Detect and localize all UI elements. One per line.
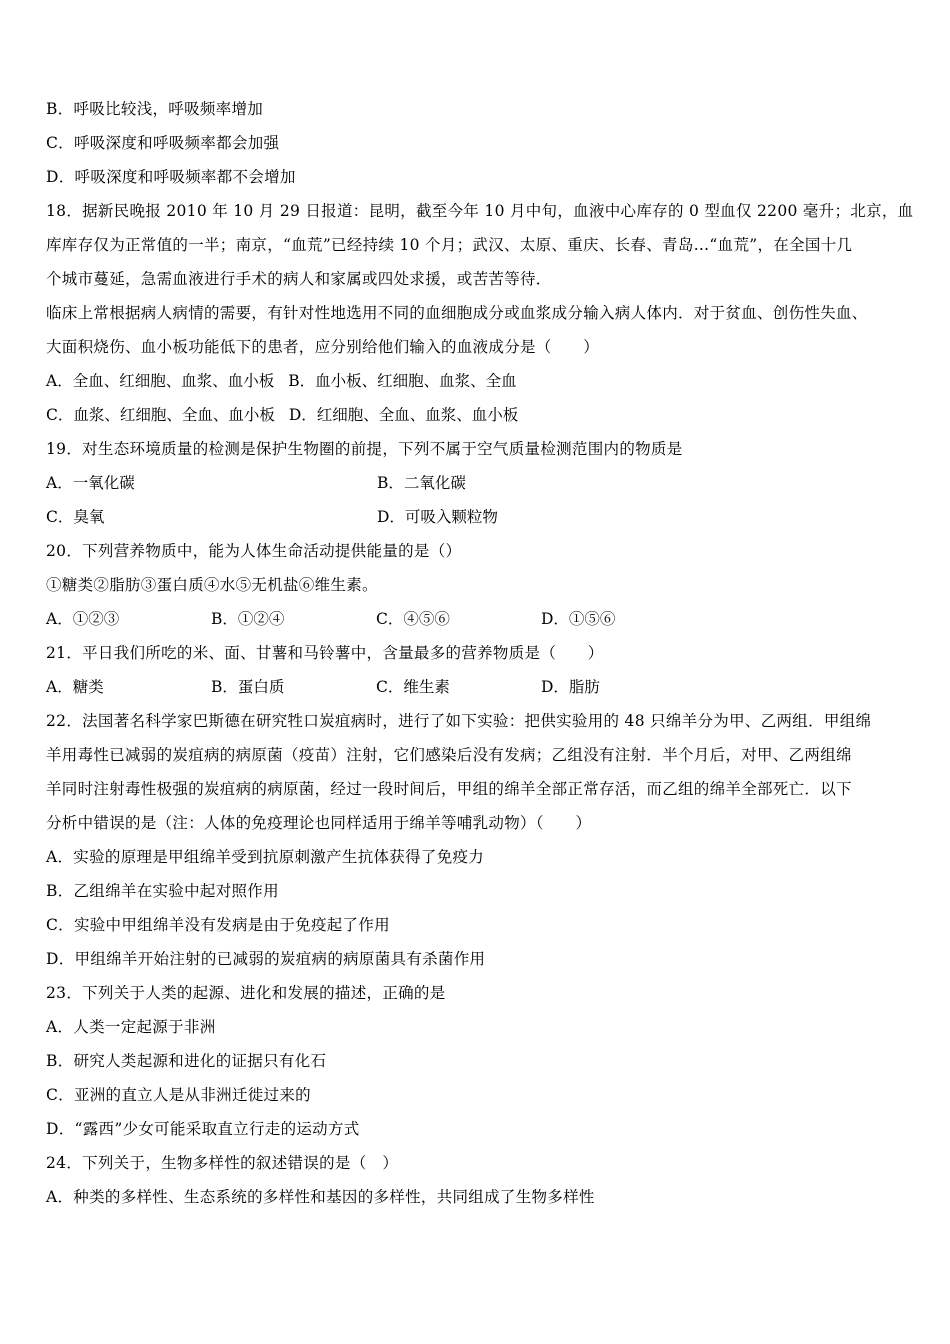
q18-options-row-2 <box>46 398 908 432</box>
q19-option-b: B．二氧化碳 <box>377 474 466 492</box>
q17-option-c: C．呼吸深度和呼吸频率都会加强 <box>46 134 280 152</box>
q19-option-a: A．一氧化碳 <box>46 474 135 492</box>
q22-option-b: B．乙组绵羊在实验中起对照作用 <box>46 882 279 900</box>
q18-option-a: A．全血、红细胞、血浆、血小板 <box>46 372 275 390</box>
q21-option-b: B．蛋白质 <box>211 678 285 696</box>
q18-option-b: B．血小板、红细胞、血浆、全血 <box>288 372 517 390</box>
q21-option-a: A．糖类 <box>46 678 104 696</box>
q21-option-c: C．维生素 <box>376 678 450 696</box>
q17-option-d: D．呼吸深度和呼吸频率都不会增加 <box>46 168 296 186</box>
q20-options-row <box>46 602 908 636</box>
q22-stem-line-3: 羊同时注射毒性极强的炭疽病的病原菌，经过一段时间后，甲组的绵羊全部正常存活，而乙组的绵羊全部死亡．以下 <box>46 780 852 798</box>
q20-items: ①糖类②脂肪③蛋白质④水⑤无机盐⑥维生素。 <box>46 576 378 594</box>
exam-page <box>46 92 914 1214</box>
q19-option-d: D．可吸入颗粒物 <box>377 508 498 526</box>
q20-option-a: A．①②③ <box>46 610 120 628</box>
q22-stem-line-2: 羊用毒性已减弱的炭疽病的病原菌（疫苗）注射，它们感染后没有发病；乙组没有注射．半个月后，对甲、乙两组绵 <box>46 746 852 764</box>
q21-options-row <box>46 670 908 704</box>
q18-stem-line-1: 18．据新民晚报 2010 年 10 月 29 日报道：昆明，截至今年 10 月中旬，血液中心库存的 0 型血仅 2200 毫升；北京，血 <box>46 202 914 220</box>
q20-option-d: D．①⑤⑥ <box>541 610 616 628</box>
q23-option-d: D．“露西”少女可能采取直立行走的运动方式 <box>46 1120 360 1138</box>
q22-option-c: C．实验中甲组绵羊没有发病是由于免疫起了作用 <box>46 916 390 934</box>
q17-option-b: B．呼吸比较浅，呼吸频率增加 <box>46 100 264 118</box>
q21-option-d: D．脂肪 <box>541 678 600 696</box>
q22-option-d: D．甲组绵羊开始注射的已减弱的炭疽病的病原菌具有杀菌作用 <box>46 950 486 968</box>
q19-option-c: C．臭氧 <box>46 508 105 526</box>
q23-stem: 23．下列关于人类的起源、进化和发展的描述，正确的是 <box>46 984 446 1002</box>
q19-options-row-2 <box>46 500 908 534</box>
q18-stem-line-4: 临床上常根据病人病情的需要，有针对性地选用不同的血细胞成分或血浆成分输入病人体内．对于贫血、创伤性失血、 <box>46 304 868 322</box>
q23-option-b: B．研究人类起源和进化的证据只有化石 <box>46 1052 327 1070</box>
q20-option-b: B．①②④ <box>211 610 285 628</box>
q22-stem-line-1: 22．法国著名科学家巴斯德在研究牲口炭疽病时，进行了如下实验：把供实验用的 48 只绵羊分为甲、乙两组．甲组绵 <box>46 712 872 730</box>
q22-stem-line-4: 分析中错误的是（注：人体的免疫理论也同样适用于绵羊等哺乳动物）（ ） <box>46 814 592 832</box>
q18-stem-line-3: 个城市蔓延，急需血液进行手术的病人和家属或四处求援，或苦苦等待． <box>46 270 552 288</box>
q18-option-d: D．红细胞、全血、血浆、血小板 <box>288 406 519 424</box>
q23-option-a: A．人类一定起源于非洲 <box>46 1018 216 1036</box>
q24-stem: 24．下列关于，生物多样性的叙述错误的是（ ） <box>46 1154 399 1172</box>
q18-option-c: C．血浆、红细胞、全血、血小板 <box>46 406 275 424</box>
q22-option-a: A．实验的原理是甲组绵羊受到抗原刺激产生抗体获得了免疫力 <box>46 848 485 866</box>
q21-stem: 21．平日我们所吃的米、面、甘薯和马铃薯中，含量最多的营养物质是（ ） <box>46 644 604 662</box>
q18-stem-line-5: 大面积烧伤、血小板功能低下的患者，应分别给他们输入的血液成分是（ ） <box>46 338 600 356</box>
q19-options-row-1 <box>46 466 908 500</box>
q24-option-a: A．种类的多样性、生态系统的多样性和基因的多样性，共同组成了生物多样性 <box>46 1188 595 1206</box>
q18-options-row-1 <box>46 364 908 398</box>
q19-stem: 19．对生态环境质量的检测是保护生物圈的前提，下列不属于空气质量检测范围内的物质是 <box>46 440 683 458</box>
q20-stem: 20．下列营养物质中，能为人体生命活动提供能量的是（） <box>46 542 462 560</box>
q20-option-c: C．④⑤⑥ <box>376 610 450 628</box>
q18-stem-line-2: 库库存仅为正常值的一半；南京，“血荒”已经持续 10 个月；武汉、太原、重庆、长春、青岛…“血荒”，在全国十几 <box>46 236 853 254</box>
q23-option-c: C．亚洲的直立人是从非洲迁徙过来的 <box>46 1086 311 1104</box>
